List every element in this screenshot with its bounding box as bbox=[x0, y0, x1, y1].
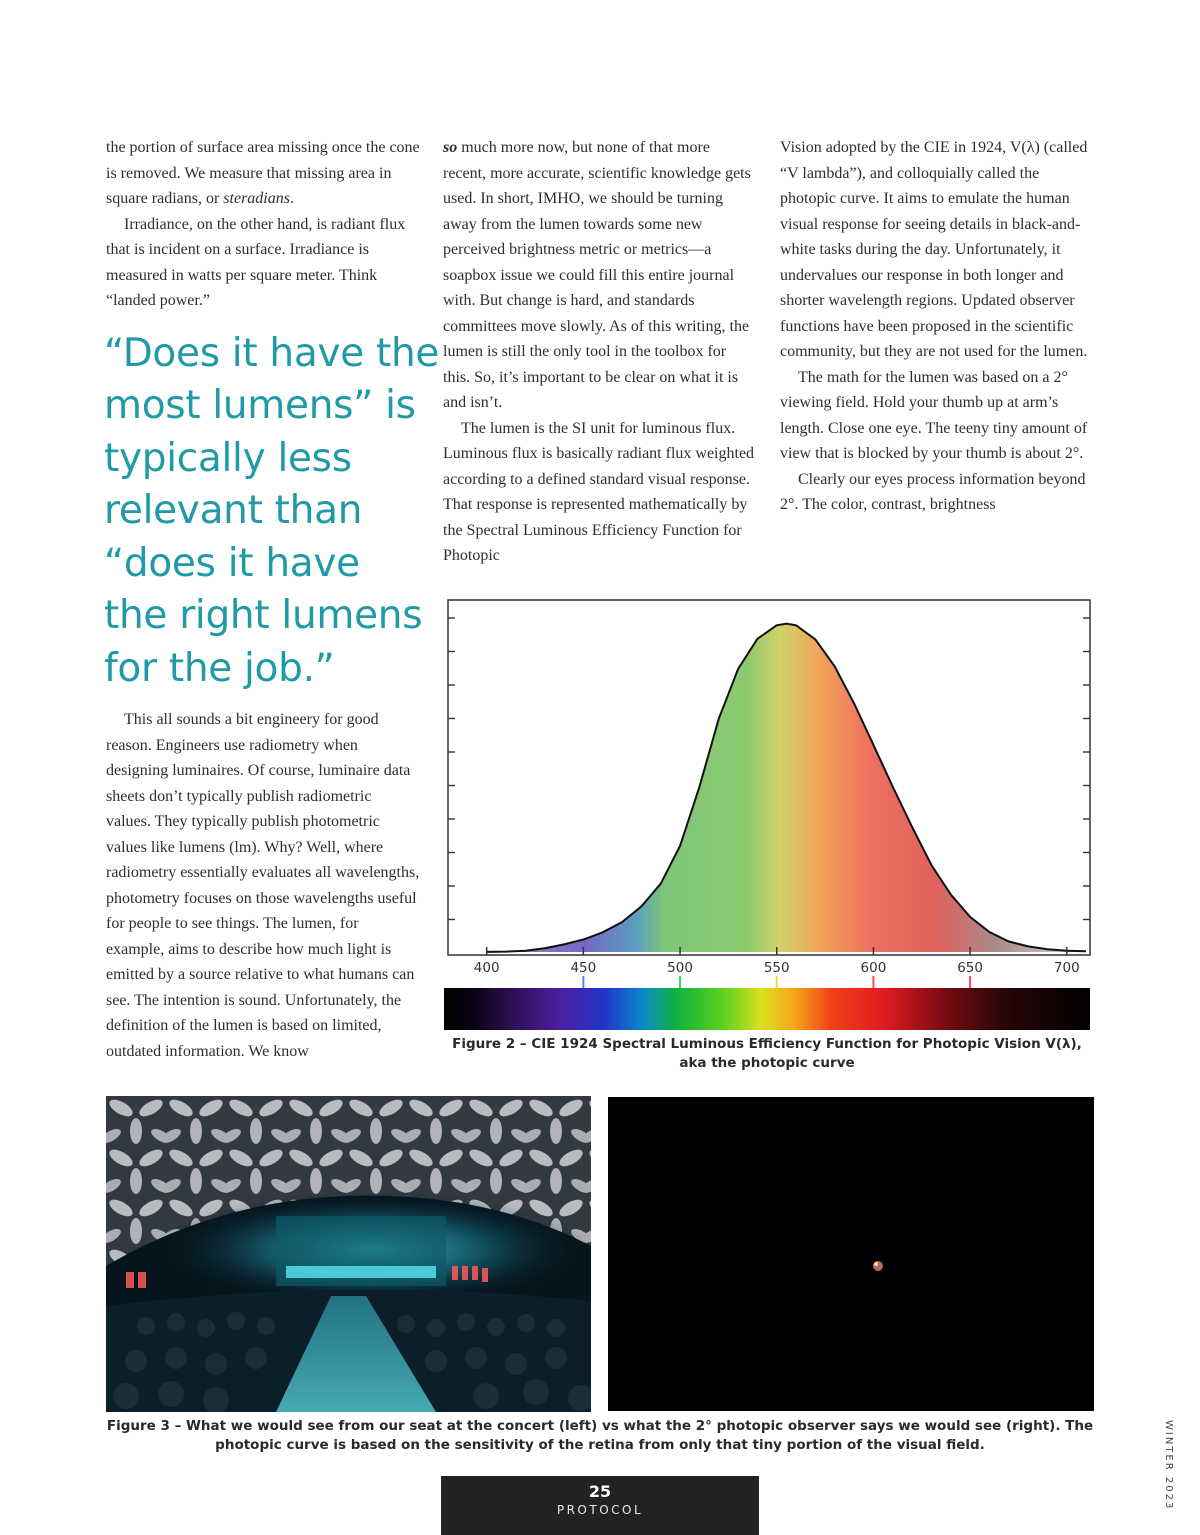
pull-quote-line: for the job.” bbox=[104, 645, 335, 691]
paragraph: The math for the lumen was based on a 2° viewing field. Hold your thumb up at arm’s length. Close one eye. The teeny tiny amount of view that is blocked by your thumb is about 2°. bbox=[780, 368, 1088, 462]
x-tick-label: 400 bbox=[473, 960, 500, 976]
x-tick-label: 450 bbox=[570, 960, 597, 976]
pull-quote-line: “Does it have the bbox=[104, 330, 440, 376]
pull-quote-line: typically less bbox=[104, 435, 352, 481]
tiny-visible-spot bbox=[873, 1261, 883, 1271]
emphasis-so: so bbox=[443, 139, 458, 156]
pull-quote-line: most lumens” is bbox=[104, 383, 416, 428]
paragraph: Clearly our eyes process information beyond 2°. The color, contrast, brightness bbox=[780, 470, 1086, 513]
x-axis-tick-labels bbox=[474, 960, 1080, 976]
issue-label: WINTER 2023 bbox=[1163, 1420, 1174, 1511]
visible-spectrum-band bbox=[444, 988, 1090, 1030]
photopic-view-image bbox=[608, 1097, 1094, 1411]
text-column-1 bbox=[104, 135, 440, 1064]
paragraph: so much more now, but none of that more recent, more accurate, scientific knowledge gets used. In short, IMHO, we should be turning away from the lumen towards some new perceived brightness metric or metrics—a soapbox issue we could fill this entire journal with. But change is hard, and standards committees move slowly. As of this writing, the lumen is still the only tool in the toolbox for this. So, it’s important to be clear on what it is and isn’t. bbox=[443, 139, 751, 411]
figure-2-caption: Figure 2 – CIE 1924 Spectral Luminous Efficiency Function for Photopic Vision V(λ), aka the photopic curve bbox=[452, 1036, 1082, 1071]
concert-photo bbox=[106, 1096, 591, 1412]
paragraph: Vision adopted by the CIE in 1924, V(λ) (called “V lambda”), and colloquially called the photopic curve. It aims to emulate the human visual response for seeing details in black-and-white tasks during the day. Unfortunately, it undervalues our response in both longer and shorter wavelength regions. Updated observer functions have been proposed in the scientific community, but they are not used for the lumen. bbox=[780, 139, 1088, 360]
spectrum-band-ticks bbox=[487, 976, 1067, 988]
photopic-curve-chart bbox=[442, 596, 1092, 1032]
paragraph: Irradiance, on the other hand, is radiant flux that is incident on a surface. Irradiance is measured in watts per square meter. Think “landed power.” bbox=[106, 215, 406, 309]
pull-quote-line: the right lumens bbox=[104, 593, 423, 638]
x-tick-label: 500 bbox=[667, 960, 693, 976]
text-column-3 bbox=[780, 135, 1092, 518]
issue-side-label bbox=[1160, 1420, 1174, 1511]
pull-quote bbox=[104, 328, 440, 696]
concert-photo-image bbox=[106, 1096, 591, 1412]
x-tick-label: 700 bbox=[1053, 960, 1080, 976]
figure-2-photopic-chart bbox=[442, 596, 1092, 1032]
pull-quote-line: “does it have bbox=[104, 540, 360, 586]
paragraph: the portion of surface area missing once the cone is removed. We measure that missing area in square radians, or steradians. bbox=[106, 139, 420, 207]
paragraph: This all sounds a bit engineery for good reason. Engineers use radiometry when designing luminaires. Of course, luminaire data sheets don’t typically publish radiometric values. They typically publish photometric values like lumens (lm). Why? Well, where radiometry essentially evaluates all wavelengths, photometry focuses on those wavelengths useful for people to see things. The lumen, for example, aims to describe how much light is emitted by a source relative to what humans can see. The intention is sound. Unfortunately, the definition of the lumen is based on limited, outdated information. We know bbox=[106, 711, 420, 1060]
figure-3-caption: Figure 3 – What we would see from our seat at the concert (left) vs what the 2° photopic observer says we would see (right). The photopic curve is based on the sensitivity of the retina from only that tiny portion of the visual field. bbox=[106, 1418, 1094, 1453]
paragraph: The lumen is the SI unit for luminous flux. Luminous flux is basically radiant flux weighted according to a defined standard visual response. That response is represented mathematically by the Spectral Luminous Efficiency Function for Photopic bbox=[443, 419, 755, 564]
x-tick-label: 600 bbox=[860, 960, 887, 976]
x-tick-label: 650 bbox=[957, 960, 983, 976]
page-footer bbox=[441, 1476, 759, 1535]
steradians-term: steradians bbox=[223, 190, 290, 207]
text-column-2 bbox=[443, 135, 755, 569]
x-tick-label: 550 bbox=[763, 960, 790, 976]
pull-quote-line: relevant than bbox=[104, 488, 363, 533]
photopic-view-photo bbox=[608, 1097, 1094, 1411]
magazine-name: PROTOCOL bbox=[556, 1503, 644, 1517]
page-number: 25 bbox=[588, 1482, 612, 1501]
